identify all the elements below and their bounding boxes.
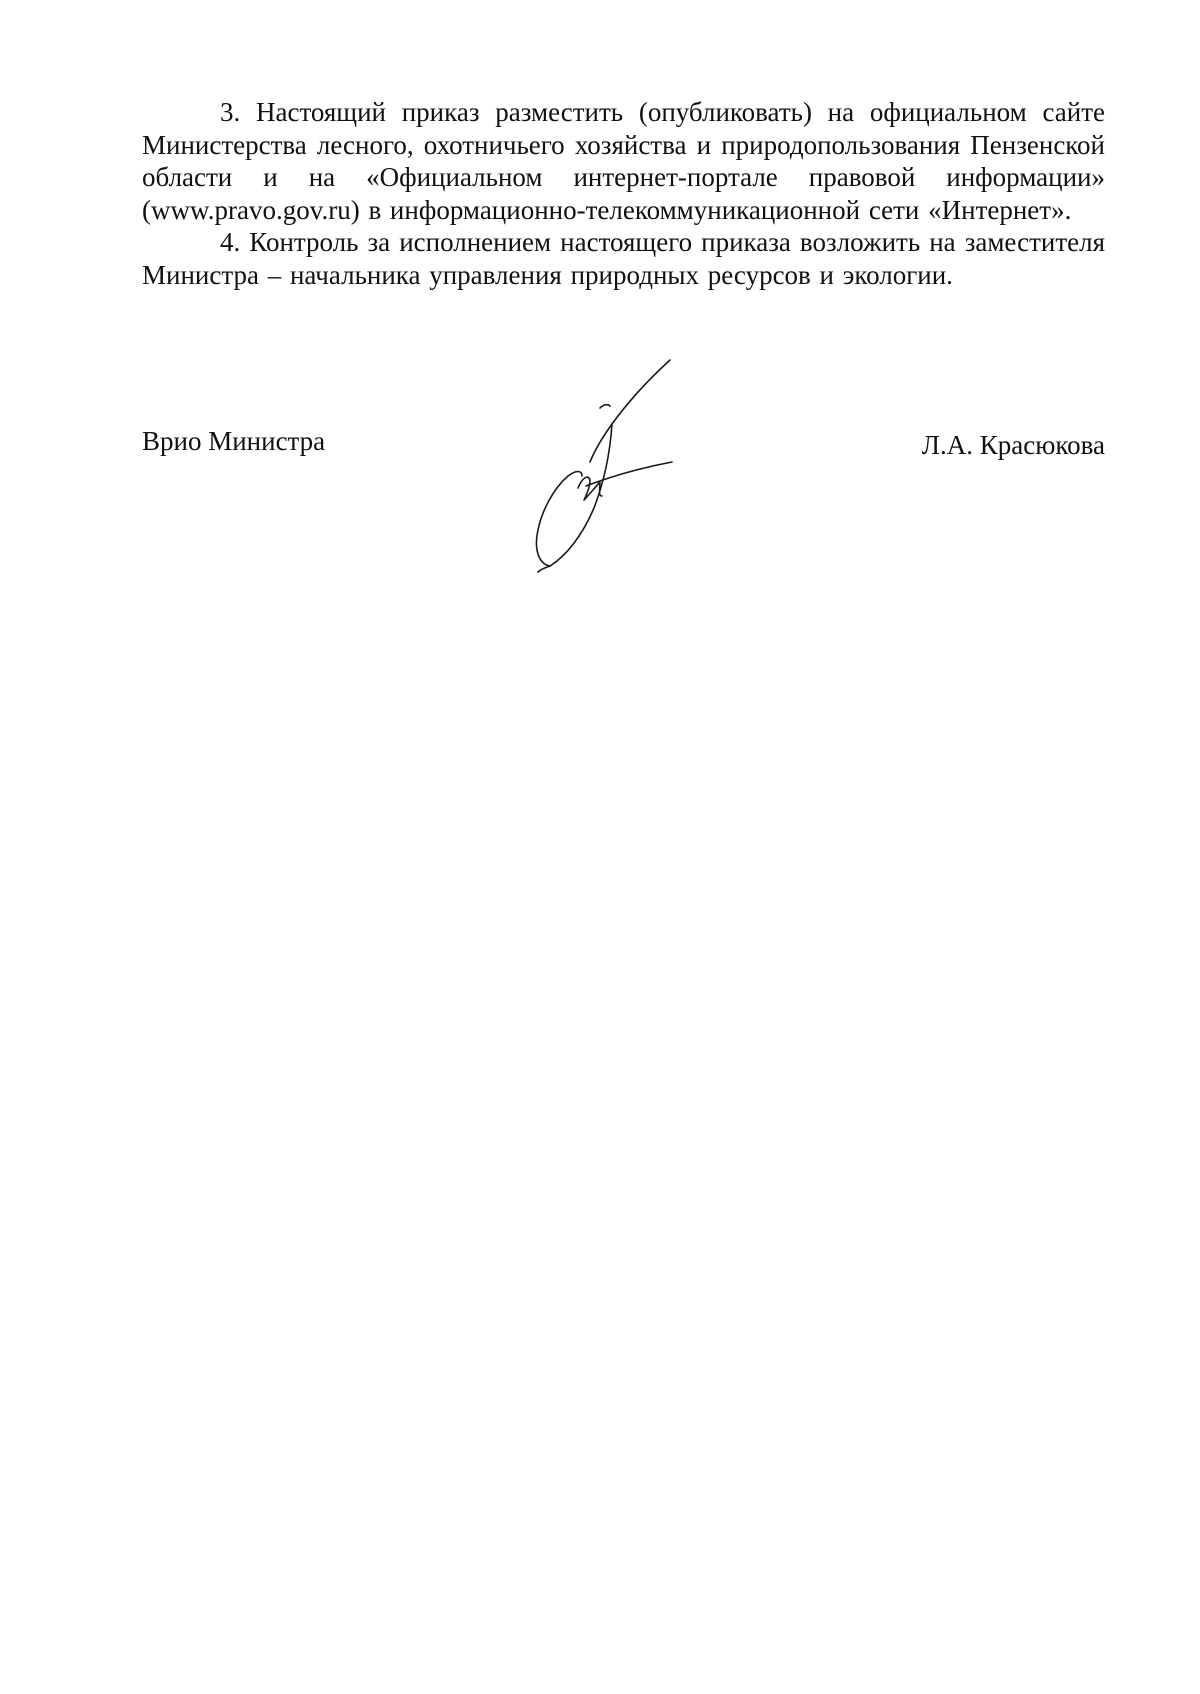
- signer-name: Л.А. Красюкова: [921, 430, 1105, 460]
- paragraph-3-publication: 3. Настоящий приказ разместить (опубликовать) на официальном сайте Министерства лесного, охотничьего хозяйства и природопользования Пензенской области и на «Официальном интернет-портале правовой информации» (www.pravo.gov.ru) в информационно-телекоммуникационной сети «Интернет».: [142, 97, 1105, 225]
- document-body: [142, 96, 1105, 291]
- handwritten-signature-icon: [520, 358, 700, 573]
- paragraph-4-control: 4. Контроль за исполнением настоящего приказа возложить на заместителя Министра – начальника управления природных ресурсов и экологии.: [142, 227, 1105, 290]
- signer-position: Врио Министра: [142, 426, 326, 456]
